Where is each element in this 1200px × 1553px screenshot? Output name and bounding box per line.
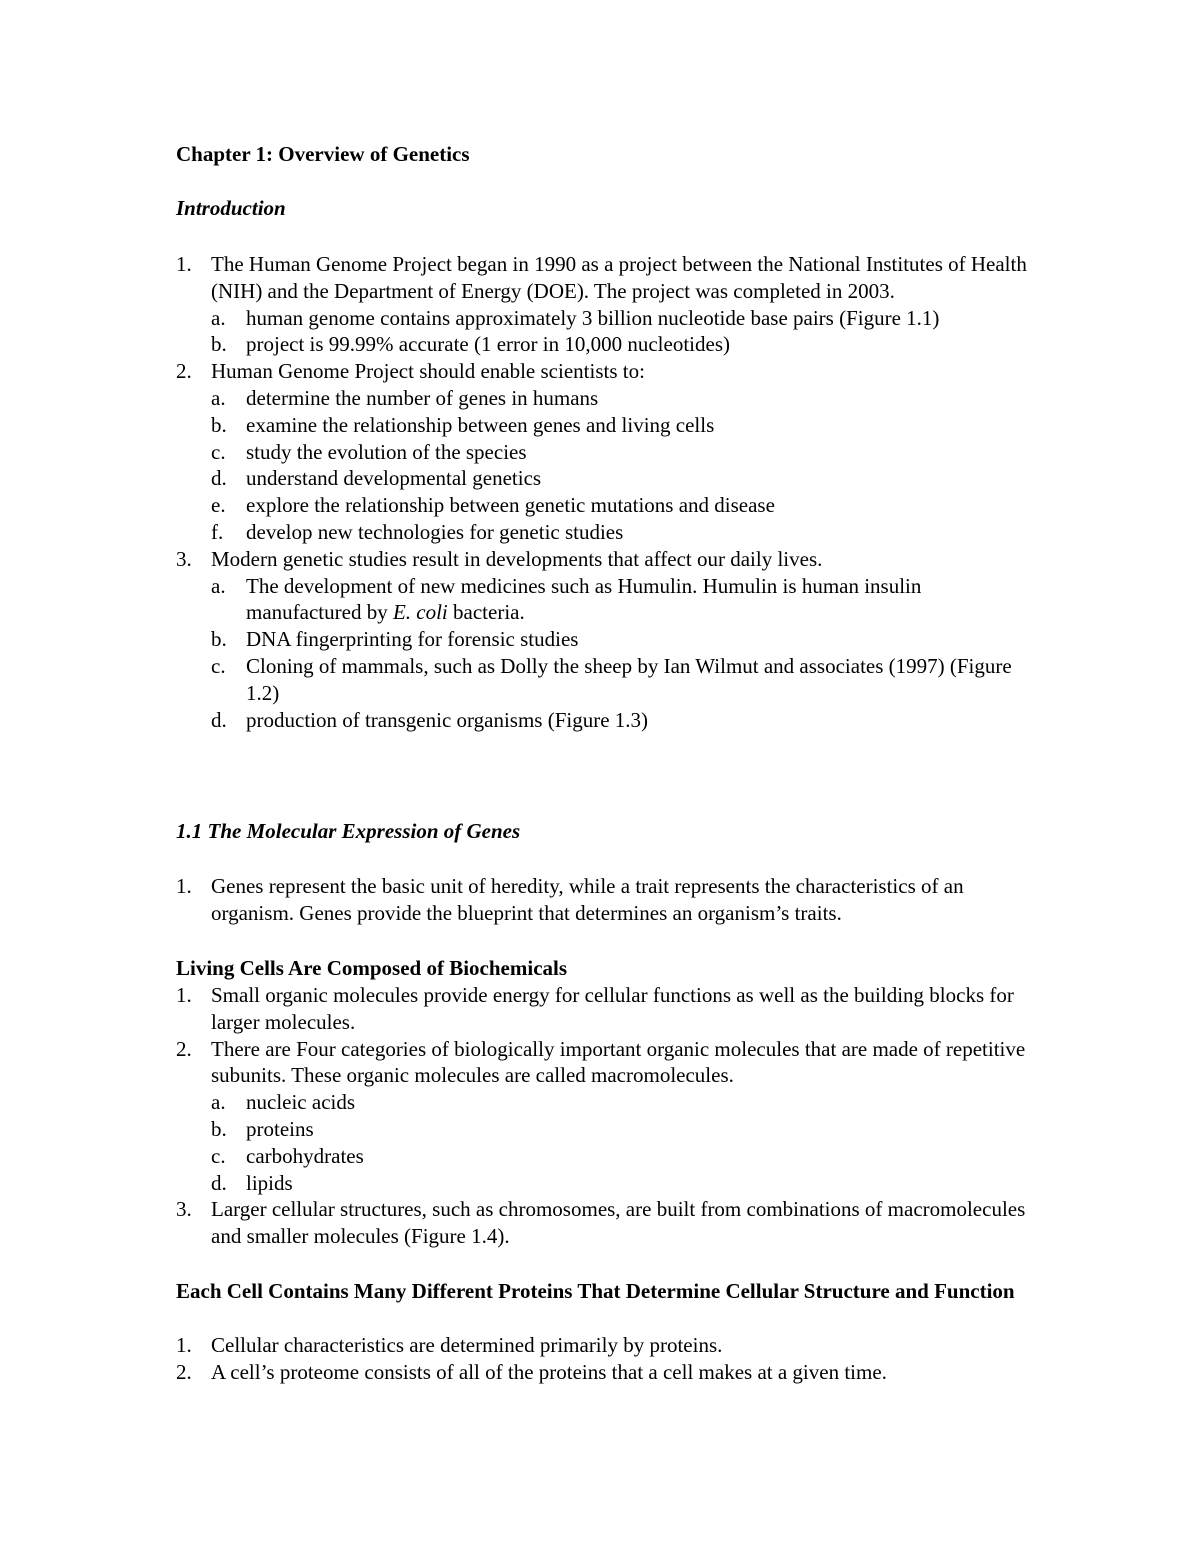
- sub-item-letter: a.: [211, 305, 226, 330]
- chapter-title: Chapter 1: Overview of Genetics: [176, 142, 470, 166]
- sub-list-item: [211, 492, 1036, 519]
- list-item: [176, 1196, 1036, 1250]
- sub-item-text: DNA fingerprinting for forensic studies: [246, 627, 579, 652]
- sub-list: [211, 573, 1036, 734]
- list-item: [176, 873, 1036, 927]
- list-item: [176, 1332, 1036, 1359]
- sub-list-item: [211, 1170, 1036, 1197]
- list-item: [176, 546, 1036, 734]
- sub-item-letter: b.: [211, 627, 227, 652]
- sub-item-text: understand developmental genetics: [246, 466, 542, 491]
- list-item: [176, 982, 1036, 1036]
- sub-list-item: [211, 385, 1036, 412]
- item-text: Genes represent the basic unit of heredity, while a trait represents the characteristics of an organism. Genes provide the blueprint that determines an organism’s traits.: [211, 874, 964, 925]
- item-text: Larger cellular structures, such as chromosomes, are built from combinations of macromolecules and smaller molecules (Figure 1.4).: [211, 1197, 1026, 1249]
- sub-list: [211, 385, 1036, 546]
- species-name: E. coli: [392, 600, 448, 625]
- sub-item-letter: d.: [211, 707, 227, 732]
- introduction-list: [176, 251, 1036, 733]
- sub-item-text: Cloning of mammals, such as Dolly the sheep by Ian Wilmut and associates (1997) (Figure 1.2): [246, 653, 1012, 705]
- sub-list-item: [211, 331, 1036, 358]
- item-number: 1.: [176, 1333, 192, 1357]
- sub-list-item: [211, 439, 1036, 466]
- sub-item-letter: a.: [211, 1090, 226, 1115]
- sub-item-letter: f.: [211, 519, 224, 544]
- item-text: The Human Genome Project began in 1990 as a project between the National Institutes of Health (NIH) and the Department of Energy (DOE). The project was completed in 2003.: [211, 252, 1027, 303]
- item-number: 1.: [176, 983, 192, 1007]
- item-text: Cellular characteristics are determined primarily by proteins.: [211, 1333, 723, 1357]
- proteins-heading: Each Cell Contains Many Different Proteins That Determine Cellular Structure and Function: [176, 1279, 1015, 1303]
- item-text: A cell’s proteome consists of all of the proteins that a cell makes at a given time.: [211, 1359, 887, 1384]
- item-number: 2.: [176, 359, 192, 384]
- sub-list-item: [211, 653, 1036, 707]
- sub-item-text: develop new technologies for genetic studies: [246, 519, 624, 544]
- living-cells-list: [176, 982, 1036, 1250]
- section-1-1-list: [176, 873, 1036, 927]
- sub-list-item: [211, 707, 1036, 734]
- proteins-list: [176, 1332, 1036, 1386]
- sub-item-text: proteins: [246, 1116, 314, 1141]
- item-number: 2.: [176, 1036, 192, 1061]
- item-text: Human Genome Project should enable scientists to:: [211, 359, 645, 384]
- item-text: Modern genetic studies result in developments that affect our daily lives.: [211, 546, 823, 571]
- sub-item-letter: c.: [211, 439, 226, 464]
- living-cells-heading: Living Cells Are Composed of Biochemicals: [176, 956, 568, 980]
- sub-list-item: [211, 626, 1036, 653]
- list-item: [176, 251, 1036, 358]
- sub-list-item: [211, 1089, 1036, 1116]
- sub-item-text: carbohydrates: [246, 1143, 364, 1168]
- list-item: [176, 1359, 1036, 1386]
- list-item: [176, 1036, 1036, 1197]
- item-text: Small organic molecules provide energy for cellular functions as well as the building blocks for larger molecules.: [211, 983, 1014, 1034]
- sub-list-item: [211, 465, 1036, 492]
- sub-list-item: [211, 1116, 1036, 1143]
- sub-list-item: [211, 412, 1036, 439]
- sub-item-text: production of transgenic organisms (Figure 1.3): [246, 707, 649, 732]
- introduction-heading: Introduction: [176, 196, 286, 220]
- sub-item-letter: c.: [211, 1143, 226, 1168]
- item-number: 3.: [176, 546, 192, 571]
- sub-item-text: examine the relationship between genes and living cells: [246, 412, 715, 437]
- sub-item-letter: a.: [211, 385, 226, 410]
- sub-item-text: nucleic acids: [246, 1090, 356, 1115]
- sub-list: [211, 305, 1036, 359]
- sub-item-text: The development of new medicines such as Humulin. Humulin is human insulin manufactured by: [246, 573, 922, 625]
- sub-item-letter: a.: [211, 573, 226, 598]
- sub-item-text-end: bacteria.: [447, 600, 525, 625]
- sub-item-text: explore the relationship between genetic mutations and disease: [246, 493, 775, 518]
- section-1-1-heading: 1.1 The Molecular Expression of Genes: [176, 819, 521, 843]
- sub-item-letter: b.: [211, 1116, 227, 1141]
- item-number: 3.: [176, 1197, 192, 1222]
- sub-list-item: [211, 519, 1036, 546]
- sub-item-text: project is 99.99% accurate (1 error in 10,000 nucleotides): [246, 332, 730, 357]
- item-text: There are Four categories of biologically important organic molecules that are made of repetitive subunits. These organic molecules are called macromolecules.: [211, 1036, 1026, 1088]
- sub-item-text: determine the number of genes in humans: [246, 385, 599, 410]
- sub-list-item: [211, 573, 1036, 627]
- sub-item-letter: c.: [211, 653, 226, 678]
- sub-list-item: [211, 1143, 1036, 1170]
- sub-item-text: human genome contains approximately 3 billion nucleotide base pairs (Figure 1.1): [246, 305, 940, 330]
- list-item: [176, 358, 1036, 546]
- sub-item-letter: e.: [211, 493, 226, 518]
- sub-item-letter: b.: [211, 332, 227, 357]
- sub-item-letter: b.: [211, 412, 227, 437]
- sub-list-item: [211, 305, 1036, 332]
- sub-item-letter: d.: [211, 1170, 227, 1195]
- sub-item-text: study the evolution of the species: [246, 439, 527, 464]
- item-number: 1.: [176, 874, 192, 898]
- sub-list: [211, 1089, 1036, 1196]
- sub-item-text: lipids: [246, 1170, 293, 1195]
- sub-item-letter: d.: [211, 466, 227, 491]
- item-number: 2.: [176, 1359, 192, 1384]
- item-number: 1.: [176, 252, 192, 276]
